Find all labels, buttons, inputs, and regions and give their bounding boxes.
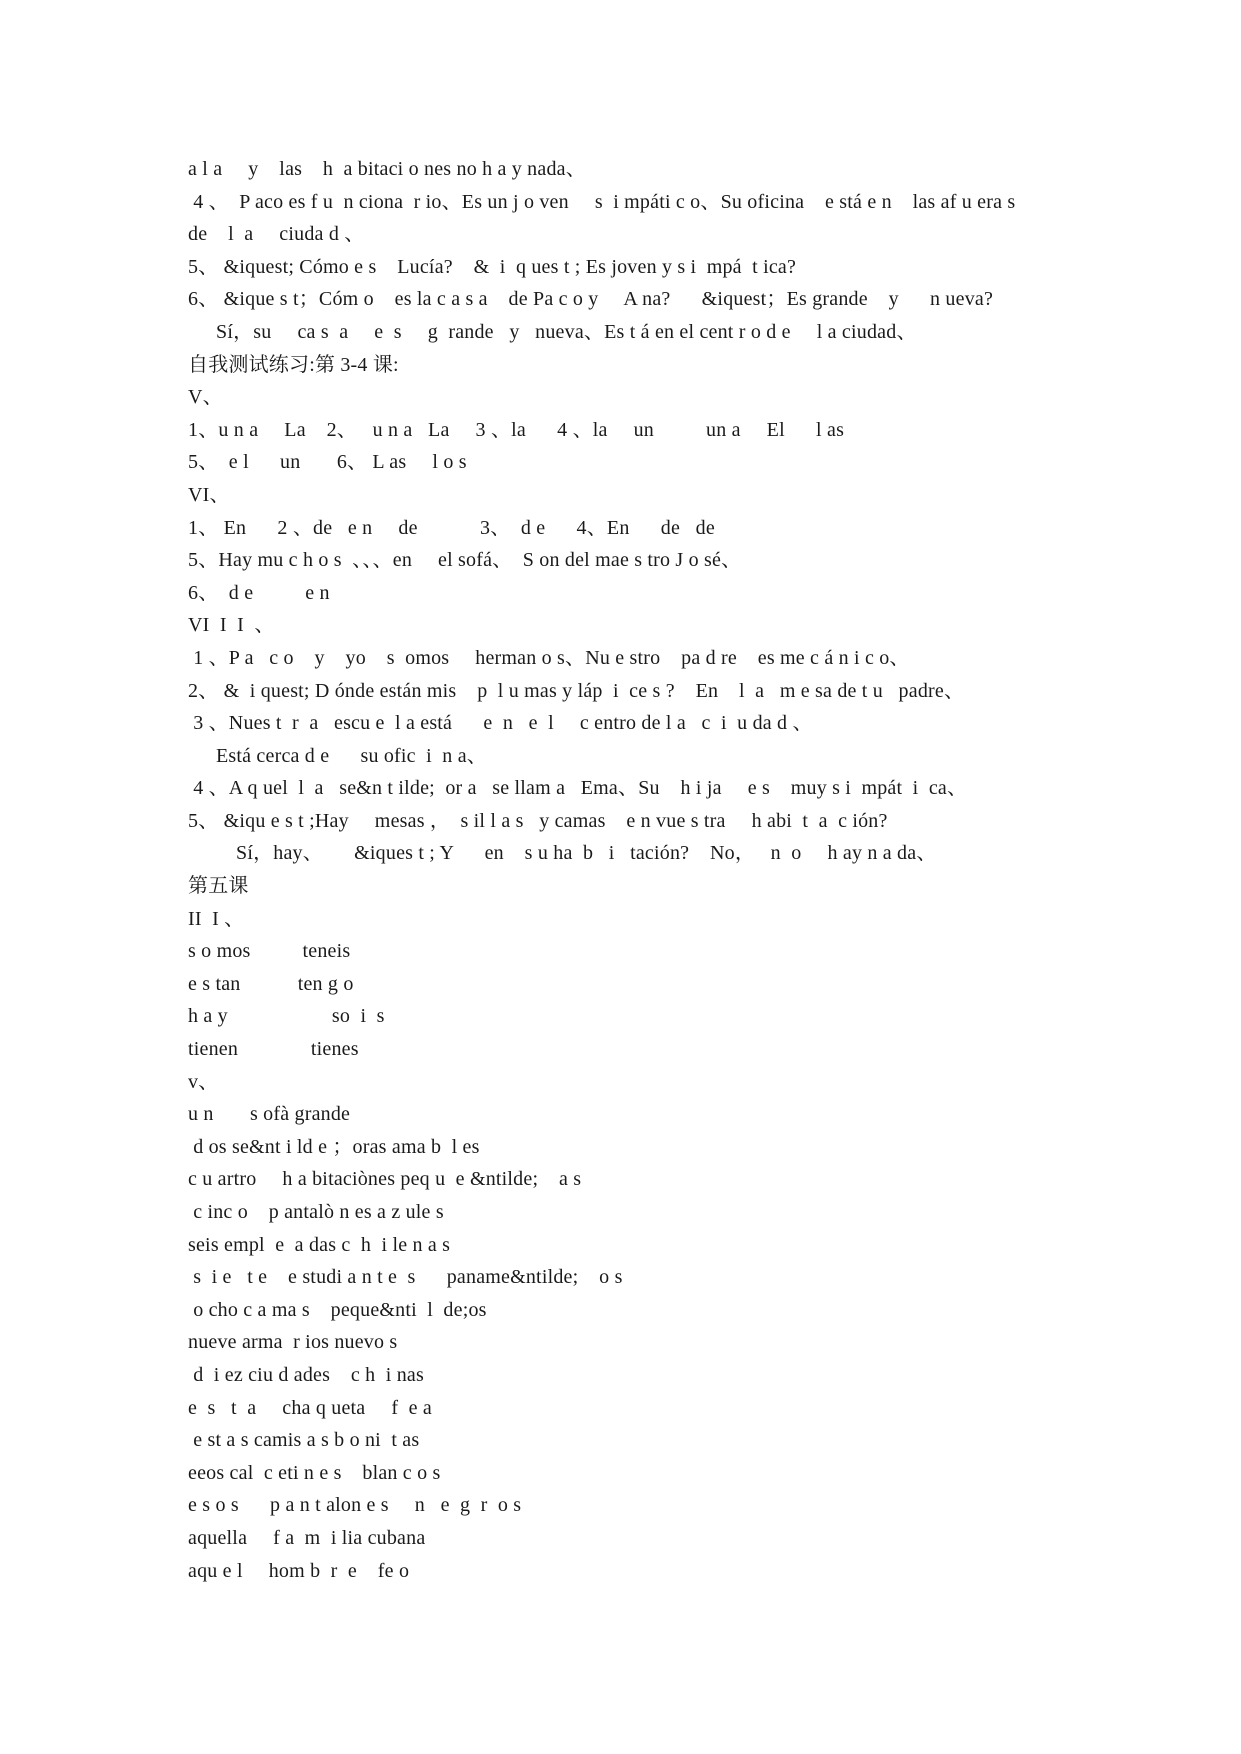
- text-line: u n s ofà grande: [188, 1103, 351, 1126]
- text-line: Sí，su ca s a e s g rande y nueva、Es t á en el cent r o d e l a ciudad、: [216, 320, 917, 343]
- text-line: e s t a cha q ueta f e a: [188, 1396, 432, 1419]
- text-line: de l a ciuda d 、: [188, 223, 365, 246]
- text-line: Sí，hay、 &iques t ; Y en s u ha b i tación? No， n o h ay n a da、: [236, 842, 937, 865]
- text-line: 2、 & i quest; D ónde están mis p l u mas y láp i ce s ? En l a m e sa de t u padre、: [188, 679, 965, 702]
- text-line: 6、 d e e n: [188, 581, 330, 604]
- text-line: 1、 En 2 、de e n de 3、 d e 4、En de de: [188, 516, 715, 539]
- text-line: 5、 &iquest; Cómo e s Lucía? & i q ues t ; Es joven y s i mpá t ica?: [188, 255, 797, 278]
- text-line: 4 、A q uel l a se&n t ilde; or a se llam a Ema、Su h i ja e s muy s i mpát i ca、: [188, 777, 968, 800]
- text-line: 6、 &ique s t；Cóm o es la c a s a de Pa c o y A na? &iquest；Es grande y n ueva?: [188, 288, 994, 311]
- section-heading: 自我测试练习:第 3-4 课:: [188, 353, 399, 376]
- text-line: a l a y las h a bitaci o nes no h a y nada、: [188, 158, 586, 180]
- text-line: s o mos teneis: [188, 940, 351, 963]
- text-line: 5、 e l un 6、 L as l o s: [188, 451, 467, 474]
- text-line: seis empl e a das c h i le n a s: [188, 1233, 451, 1256]
- document-body: [188, 153, 1088, 1587]
- text-line: o cho c a ma s peque&nti l de;os: [188, 1298, 487, 1321]
- text-line: 3 、Nues t r a escu e l a está e n e l c entro de l a c i u da d 、: [188, 712, 813, 735]
- text-line: c u artro h a bitaciònes peq u e &ntilde; a s: [188, 1168, 582, 1191]
- text-line: 1、u n a La 2、 u n a La 3 、la 4 、la un un a El l as: [188, 418, 845, 441]
- text-line: 4 、 P aco es f u n ciona r io、Es un j o ven s i mpáti c o、Su oficina e stá e n las af u era s: [188, 190, 1016, 213]
- text-line: V、: [188, 386, 223, 409]
- text-line: s i e t e e studi a n t e s paname&ntilde; o s: [188, 1266, 623, 1289]
- text-line: VI I I 、: [188, 614, 275, 637]
- text-line: c inc o p antalò n es a z ule s: [188, 1201, 444, 1223]
- text-line: 5、 &iqu e s t ;Hay mesas ， s il l a s y camas e n vue s tra h abi t a c ión?: [188, 809, 888, 832]
- text-line: nueve arma r ios nuevo s: [188, 1331, 398, 1354]
- text-line: d os se&nt i ld e ；oras ama b l es: [188, 1135, 480, 1158]
- text-line: Está cerca d e su ofic i n a、: [216, 744, 487, 767]
- text-line: tienen tienes: [188, 1038, 359, 1061]
- text-line: h a y so i s: [188, 1005, 385, 1028]
- text-line: e s tan ten g o: [188, 972, 354, 995]
- text-line: e s o s p a n t alon e s n e g r o s: [188, 1494, 522, 1517]
- text-line: 5、Hay mu c h o s 、、、en el sofá、 S on del mae s tro J o sé、: [188, 549, 742, 572]
- text-line: eeos cal c eti n e s blan c o s: [188, 1461, 441, 1484]
- text-line: v、: [188, 1070, 219, 1093]
- text-line: VI、: [188, 483, 230, 506]
- text-line: aquella f a m i lia cubana: [188, 1526, 426, 1549]
- text-line: aqu e l hom b r e fe o: [188, 1559, 410, 1582]
- text-line: II I 、: [188, 907, 245, 930]
- text-line: e st a s camis a s b o ni t as: [188, 1429, 420, 1452]
- text-line: 1 、P a c o y yo s omos herman o s、Nu e stro pa d re es me c á n i c o、: [188, 646, 910, 669]
- section-heading: 第五课: [188, 875, 249, 898]
- text-line: d i ez ciu d ades c h i nas: [188, 1363, 424, 1386]
